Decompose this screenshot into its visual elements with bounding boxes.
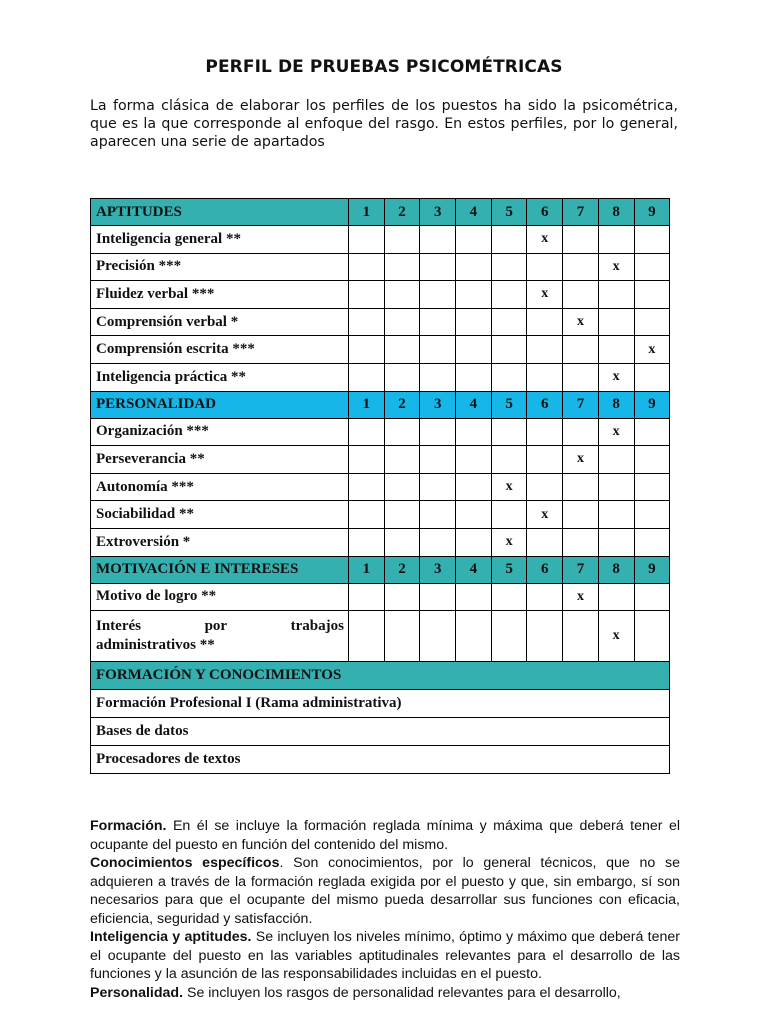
level-mark: x [598,611,634,662]
level-mark: x [563,446,599,474]
description-paragraph [90,854,680,928]
scale-number: 1 [349,391,385,418]
description-text: En él se incluye la formación reglada mínima y máxima que deberá tener el ocupante del puesto en función del contenido del mismo. [90,818,680,853]
scale-number: 9 [634,199,670,226]
section-header-row [91,556,670,583]
scale-number: 3 [420,199,456,226]
section-header-aptitudes: APTITUDES [91,199,349,226]
level-cell [349,226,385,254]
level-cell [598,226,634,254]
description-term: Personalidad. [90,984,184,1001]
level-mark: x [563,308,599,336]
descriptions-block [90,817,680,1002]
level-cell [527,336,563,364]
scale-number: 6 [527,391,563,418]
level-cell [634,281,670,309]
scale-number: 2 [384,556,420,583]
level-cell [384,583,420,611]
level-mark: x [491,473,527,501]
level-cell [527,446,563,474]
row-label: Comprensión escrita *** [91,336,349,364]
scale-number: 6 [527,199,563,226]
level-cell [384,611,420,662]
scale-number: 7 [563,556,599,583]
level-cell [456,226,492,254]
row-label: Extroversión * [91,528,349,556]
scale-number: 5 [491,199,527,226]
level-cell [456,611,492,662]
level-cell [420,446,456,474]
level-cell [456,308,492,336]
level-cell [384,226,420,254]
description-paragraph [90,984,680,1003]
level-cell [563,253,599,281]
level-cell [598,308,634,336]
level-cell [420,226,456,254]
description-term: Conocimientos específicos [90,855,280,871]
intro-paragraph: La forma clásica de elaborar los perfiles de los puestos ha sido la psicométrica, que es la que corresponde al enfoque del rasgo. En estos perfiles, por lo general, aparecen una serie de apartados [90,98,678,150]
level-cell [456,501,492,529]
level-cell [634,308,670,336]
scale-number: 1 [349,199,385,226]
level-cell [598,528,634,556]
scale-number: 9 [634,391,670,418]
level-cell [349,336,385,364]
table-row [91,690,670,718]
level-cell [563,473,599,501]
row-label: Precisión *** [91,253,349,281]
level-cell [634,473,670,501]
table-row [91,418,670,446]
level-cell [456,336,492,364]
training-item: Procesadores de textos [91,746,670,774]
level-cell [456,473,492,501]
level-mark: x [527,226,563,254]
level-cell [384,308,420,336]
level-cell [598,336,634,364]
level-mark: x [527,501,563,529]
level-cell [634,363,670,391]
level-cell [634,253,670,281]
table-row [91,363,670,391]
row-label [91,611,349,662]
level-cell [634,226,670,254]
scale-number: 6 [527,556,563,583]
description-term: Formación. [90,818,167,834]
level-cell [384,501,420,529]
level-cell [349,308,385,336]
level-cell [491,363,527,391]
level-cell [456,446,492,474]
level-mark: x [598,253,634,281]
level-cell [420,611,456,662]
level-cell [563,418,599,446]
level-cell [349,528,385,556]
level-cell [491,501,527,529]
level-cell [598,501,634,529]
level-cell [456,418,492,446]
level-cell [527,363,563,391]
level-cell [349,418,385,446]
level-mark: x [491,528,527,556]
table-row [91,281,670,309]
level-cell [384,528,420,556]
level-cell [563,528,599,556]
level-cell [384,363,420,391]
table-row [91,253,670,281]
scale-number: 7 [563,391,599,418]
scale-number: 1 [349,556,385,583]
level-cell [634,528,670,556]
table-row [91,501,670,529]
level-cell [420,528,456,556]
row-label: Comprensión verbal * [91,308,349,336]
level-mark: x [598,418,634,446]
level-cell [491,583,527,611]
row-label: Motivo de logro ** [91,583,349,611]
level-cell [491,226,527,254]
level-cell [598,281,634,309]
description-text: . Son conocimientos, por lo general técnicos, que no se adquieren a través de la formación reglada exigida por el puesto y que, sin embargo, sí son necesarios para que el ocupante del mismo pueda desarrollar sus funciones con eficacia, eficiencia, seguridad y satisfacción. [90,855,680,927]
level-mark: x [563,583,599,611]
level-cell [491,446,527,474]
level-cell [527,308,563,336]
level-cell [491,253,527,281]
row-label: Inteligencia general ** [91,226,349,254]
row-label-line [96,617,348,636]
level-cell [563,501,599,529]
level-cell [420,418,456,446]
section-header-personalidad: PERSONALIDAD [91,391,349,418]
level-cell [420,281,456,309]
level-cell [456,253,492,281]
table-row [91,336,670,364]
scale-number: 8 [598,391,634,418]
description-paragraph [90,817,680,854]
level-cell [634,446,670,474]
level-cell [634,418,670,446]
section-header-row [91,199,670,226]
level-cell [384,281,420,309]
row-label: Perseverancia ** [91,446,349,474]
scale-number: 5 [491,556,527,583]
table-row [91,446,670,474]
level-cell [563,281,599,309]
row-label-line: administrativos ** [96,637,215,654]
level-cell [491,611,527,662]
level-cell [349,611,385,662]
scale-number: 3 [420,556,456,583]
row-label-word: por [204,618,228,635]
row-label: Sociabilidad ** [91,501,349,529]
level-cell [456,363,492,391]
level-cell [384,336,420,364]
level-cell [598,446,634,474]
row-label-word: trabajos [290,618,344,635]
level-cell [563,611,599,662]
scale-number: 8 [598,556,634,583]
table-row [91,473,670,501]
table-row [91,308,670,336]
level-cell [349,583,385,611]
level-cell [563,336,599,364]
row-label: Inteligencia práctica ** [91,363,349,391]
scale-number: 4 [456,391,492,418]
level-cell [634,501,670,529]
scale-number: 4 [456,556,492,583]
level-cell [420,473,456,501]
row-label: Organización *** [91,418,349,446]
level-cell [527,418,563,446]
level-cell [349,363,385,391]
level-cell [349,501,385,529]
row-label: Fluidez verbal *** [91,281,349,309]
table-row [91,718,670,746]
scale-number: 2 [384,199,420,226]
scale-number: 9 [634,556,670,583]
level-cell [527,528,563,556]
level-cell [491,308,527,336]
section-header-formacion: FORMACIÓN Y CONOCIMIENTOS [91,662,670,690]
level-mark: x [527,281,563,309]
scale-number: 2 [384,391,420,418]
level-cell [384,253,420,281]
level-mark: x [598,363,634,391]
page-title: PERFIL DE PRUEBAS PSICOMÉTRICAS [205,57,563,77]
level-cell [456,583,492,611]
level-cell [420,308,456,336]
level-cell [420,336,456,364]
table-row [91,226,670,254]
section-header-row [91,662,670,690]
section-header-motivacion: MOTIVACIÓN E INTERESES [91,556,349,583]
description-paragraph [90,928,680,984]
level-cell [491,418,527,446]
description-text: Se incluyen los niveles mínimo, óptimo y máximo que deberá tener el ocupante del puesto en las variables aptitudinales relevantes para el desarrollo de las funciones y la asunción de las responsabilidades incluidas en el puesto. [90,929,680,982]
level-cell [420,583,456,611]
section-header-row [91,391,670,418]
scale-number: 3 [420,391,456,418]
level-cell [598,473,634,501]
scale-number: 8 [598,199,634,226]
training-item: Bases de datos [91,718,670,746]
psychometric-profile-table [90,198,670,774]
level-cell [384,446,420,474]
level-cell [563,226,599,254]
level-cell [420,363,456,391]
level-cell [634,583,670,611]
scale-number: 5 [491,391,527,418]
scale-number: 4 [456,199,492,226]
level-cell [527,583,563,611]
level-cell [349,473,385,501]
level-cell [384,418,420,446]
scale-number: 7 [563,199,599,226]
level-cell [420,501,456,529]
level-cell [491,336,527,364]
description-text: Se incluyen los rasgos de personalidad relevantes para el desarrollo, [183,984,621,1001]
level-cell [349,446,385,474]
level-cell [384,473,420,501]
level-cell [527,611,563,662]
description-term: Inteligencia y aptitudes. [90,929,252,945]
table-row [91,583,670,611]
level-cell [420,253,456,281]
table-row [91,611,670,662]
level-cell [456,281,492,309]
level-cell [563,363,599,391]
table-row [91,746,670,774]
level-cell [349,281,385,309]
level-cell [527,253,563,281]
level-cell [349,253,385,281]
row-label: Autonomía *** [91,473,349,501]
row-label-word: Interés [96,618,141,635]
level-cell [527,473,563,501]
level-mark: x [634,336,670,364]
level-cell [634,611,670,662]
training-item: Formación Profesional I (Rama administrativa) [91,690,670,718]
level-cell [491,281,527,309]
level-cell [598,583,634,611]
level-cell [456,528,492,556]
table-row [91,528,670,556]
